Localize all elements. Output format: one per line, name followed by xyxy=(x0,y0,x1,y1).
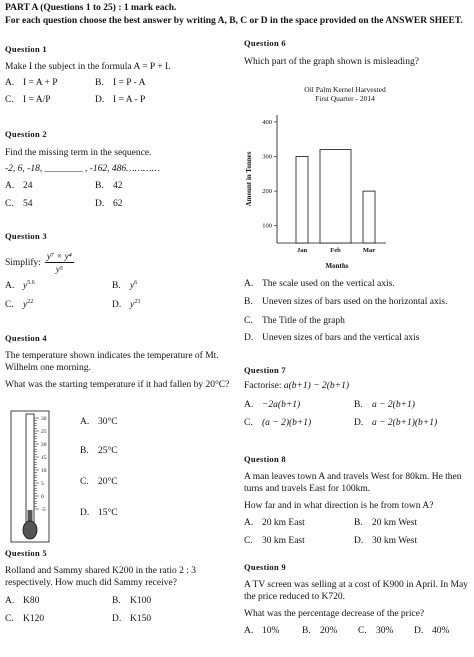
q8-option-b[interactable]: B. 20 km West xyxy=(354,518,417,528)
q3-option-b[interactable]: B. $y^6$ xyxy=(112,280,138,292)
q5-heading: Question 5 xyxy=(5,548,47,558)
page-header xyxy=(5,3,469,27)
bar xyxy=(320,150,351,243)
thermometer-label: 15 xyxy=(41,455,47,461)
q9-heading: Question 9 xyxy=(244,562,286,572)
x-axis-title: Months xyxy=(325,262,349,270)
q7-option-c[interactable]: C. (a − 2)(b+1) xyxy=(244,418,312,428)
q2-sequence: -2, 6, -18, ________ , -162, 486………… xyxy=(5,164,160,174)
q7-prompt xyxy=(244,380,349,392)
q2-option-d[interactable]: D. 62 xyxy=(95,199,123,209)
q5-option-d[interactable]: D. K150 xyxy=(112,614,152,624)
q4-text-2: What was the starting temperature if it had fallen by 20°C? xyxy=(5,380,230,390)
q7-option-d[interactable]: D. a − 2(b+1)(b+1) xyxy=(354,418,438,428)
part-title: PART A (Questions 1 to 25) : 1 mark each. xyxy=(5,3,177,13)
q5-option-c[interactable]: C. K120 xyxy=(5,614,45,624)
q1-option-a[interactable]: A. I = A + P xyxy=(5,78,58,88)
thermometer-label: 0 xyxy=(41,494,44,500)
q3-fraction xyxy=(45,250,74,275)
q1-option-d[interactable]: D. I = A - P xyxy=(95,95,146,105)
x-tick-label: Jan xyxy=(296,247,308,254)
q7-text: Factorise: xyxy=(244,381,282,391)
thermometer-bulb xyxy=(23,521,37,539)
thermometer-label: 30 xyxy=(41,416,47,422)
y-tick-label: 400 xyxy=(262,118,272,126)
q2-option-c[interactable]: C. 54 xyxy=(5,199,33,209)
q1-option-c[interactable]: C. I = A/P xyxy=(5,95,51,105)
q4-option-d[interactable]: D. 15°C xyxy=(80,508,118,518)
q3-heading: Question 3 xyxy=(5,231,47,241)
y-tick-label: 100 xyxy=(262,222,272,230)
q1-heading: Question 1 xyxy=(5,44,47,54)
q7-option-a[interactable]: A. −2a(b+1) xyxy=(244,400,301,410)
q3-numerator: y⁷ × y⁴ xyxy=(46,251,72,261)
q8-text-1: A man leaves town A and travels West for 80km. He then turns and travels East for 100km. xyxy=(244,472,462,494)
q5-option-b[interactable]: B. K100 xyxy=(112,596,152,606)
chart-labels xyxy=(245,119,375,270)
q3-denominator: y⁵ xyxy=(55,264,63,274)
q6-option-d[interactable]: D. Uneven sizes of bars and the vertical axis xyxy=(244,333,420,343)
q9-text-2: What was the percentage decrease of the price? xyxy=(244,609,425,619)
q6-option-b[interactable]: B. Uneven sizes of bars used on the horizontal axis. xyxy=(244,297,448,307)
instructions: For each question choose the best answer by writing A, B, C or D in the space provided on the ANSWER SHEET. xyxy=(5,16,463,26)
q4-option-c[interactable]: C. 20°C xyxy=(80,477,118,487)
thermometer-scale xyxy=(34,416,47,513)
q7-option-b[interactable]: B. a − 2(b+1) xyxy=(354,400,415,410)
thermometer-label: -5 xyxy=(41,507,46,513)
thermometer-label: 5 xyxy=(41,481,44,487)
q3-prompt xyxy=(5,250,74,275)
q8-option-c[interactable]: C. 30 km East xyxy=(244,536,305,546)
q9-option-d[interactable]: D. 40% xyxy=(414,626,450,636)
thermometer-illustration xyxy=(8,410,68,545)
q4-text-1: The temperature shown indicates the temperature of Mt. Wilhelm one morning. xyxy=(5,351,219,373)
q6-option-c[interactable]: C. The Title of the graph xyxy=(244,316,345,326)
thermometer-label: 25 xyxy=(41,429,47,435)
q5-text: Rolland and Sammy shared K200 in the ratio 2 : 3 respectively. How much did Sammy receive? xyxy=(5,566,197,588)
q3-option-c[interactable]: C. $y^{22}$ xyxy=(5,299,34,311)
chart-subtitle: First Quarter - 2014 xyxy=(315,94,375,103)
q1-option-b[interactable]: B. I = P - A xyxy=(95,78,146,88)
thermometer-label: 10 xyxy=(41,468,47,474)
q9-option-c[interactable]: C. 30% xyxy=(358,626,394,636)
q2-option-a[interactable]: A. 24 xyxy=(5,181,33,191)
q3-option-a[interactable]: A. $y^{5.6}$ xyxy=(5,280,35,292)
q7-heading: Question 7 xyxy=(244,365,286,375)
q4-heading: Question 4 xyxy=(5,333,47,343)
thermometer-label: 20 xyxy=(41,442,47,448)
chart-title-block xyxy=(270,85,420,103)
x-tick-label: Mar xyxy=(362,247,376,254)
q7-expression: a(b+1) − 2(b+1) xyxy=(283,381,349,391)
q6-text: Which part of the graph shown is misleading? xyxy=(244,57,419,67)
q6-heading: Question 6 xyxy=(244,38,286,48)
q6-option-a[interactable]: A. The scale used on the vertical axis. xyxy=(244,279,395,289)
bar xyxy=(296,157,308,243)
q2-heading: Question 2 xyxy=(5,129,47,139)
q8-option-d[interactable]: D. 30 km West xyxy=(354,536,417,546)
q4-option-b[interactable]: B. 25°C xyxy=(80,446,118,456)
bar xyxy=(363,191,375,243)
thermometer-tube xyxy=(26,414,34,522)
q5-option-a[interactable]: A. K80 xyxy=(5,596,40,606)
q8-text-2: How far and in what direction is he from town A? xyxy=(244,501,434,511)
chart-bars xyxy=(296,150,375,243)
q1-text: Make I the subject in the formula A = P + I. xyxy=(5,62,171,72)
q8-option-a[interactable]: A. 20 km East xyxy=(244,518,305,528)
q9-text-1: A TV screen was selling at a cost of K900 in April. In May the price reduced to K720. xyxy=(244,580,468,602)
chart-title: Oil Palm Kernel Harvested xyxy=(304,85,386,94)
q4-option-a[interactable]: A. 30°C xyxy=(80,417,118,427)
bar-chart xyxy=(240,110,390,275)
y-axis-title: Amount in Tonnes xyxy=(245,151,253,207)
x-tick-label: Feb xyxy=(330,247,341,254)
q3-text: Simplify: xyxy=(5,257,41,268)
q2-option-b[interactable]: B. 42 xyxy=(95,181,123,191)
q9-option-a[interactable]: A. 10% xyxy=(244,626,280,636)
q2-text: Find the missing term in the sequence. xyxy=(5,148,152,158)
q8-heading: Question 8 xyxy=(244,454,286,464)
q3-option-d[interactable]: D. $y^{23}$ xyxy=(112,299,141,311)
q9-option-b[interactable]: B. 20% xyxy=(302,626,338,636)
y-tick-label: 300 xyxy=(262,153,272,161)
y-tick-label: 200 xyxy=(262,188,272,196)
